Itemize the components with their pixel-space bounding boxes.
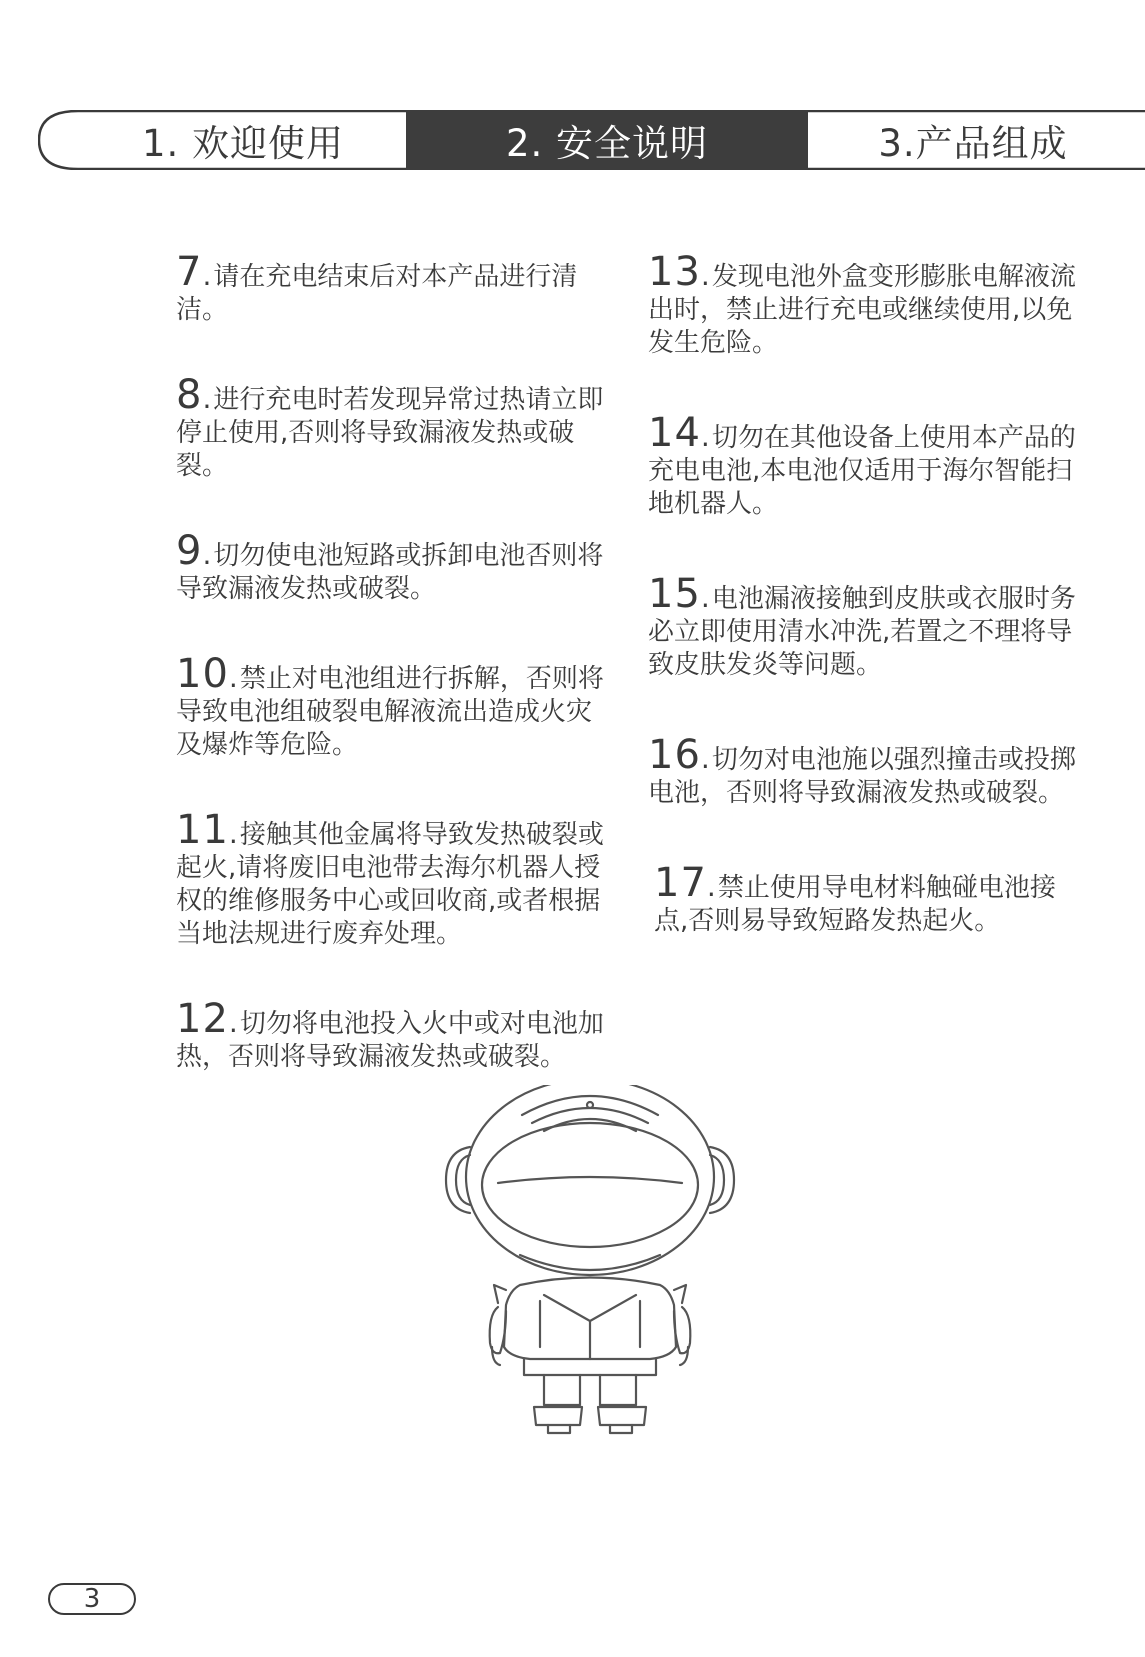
safety-item-12: 12.切勿将电池投入火中或对电池加热，否则将导致漏液发热或破裂。 xyxy=(176,996,604,1072)
safety-list-right xyxy=(648,249,1078,995)
item-text: 切勿使电池短路或拆卸电池否则将导致漏液发热或破裂。 xyxy=(176,541,604,604)
page-number-badge xyxy=(48,1583,136,1615)
tab-safety[interactable] xyxy=(406,110,808,170)
safety-list-left xyxy=(176,249,606,1126)
item-text: 电池漏液接触到皮肤或衣服时务必立即使用清水冲洗,若置之不理将导致皮肤发炎等问题。 xyxy=(648,584,1076,680)
item-number: 8 xyxy=(176,372,203,418)
safety-item-15: 15.电池漏液接触到皮肤或衣服时务必立即使用清水冲洗,若置之不理将导致皮肤发炎等问题。 xyxy=(648,571,1076,680)
safety-item-8: 8.进行充电时若发现异常过热请立即停止使用,否则将导致漏液发热或破裂。 xyxy=(176,372,604,481)
item-number: 11 xyxy=(176,807,229,853)
item-text: 发现电池外盒变形膨胀电解液流出时，禁止进行充电或继续使用,以免发生危险。 xyxy=(648,262,1076,358)
robot-left-leg xyxy=(544,1375,580,1405)
item-text: 接触其他金属将导致发热破裂或起火,请将废旧电池带去海尔机器人授权的维修服务中心或回收商,或者根据当地法规进行废弃处理。 xyxy=(176,820,604,949)
item-number: 17 xyxy=(654,860,707,906)
safety-item-7: 7.请在充电结束后对本产品进行清洁。 xyxy=(176,249,578,325)
item-text: 切勿将电池投入火中或对电池加热，否则将导致漏液发热或破裂。 xyxy=(176,1009,604,1072)
item-number: 7 xyxy=(176,249,203,295)
item-text: 切勿在其他设备上使用本产品的充电电池,本电池仅适用于海尔智能扫地机器人。 xyxy=(648,423,1076,519)
tab-welcome[interactable] xyxy=(58,110,428,170)
safety-item-11: 11.接触其他金属将导致发热破裂或起火,请将废旧电池带去海尔机器人授权的维修服务中心或回收商,或者根据当地法规进行废弃处理。 xyxy=(176,807,604,949)
tab-components[interactable] xyxy=(808,110,1138,170)
safety-item-13: 13.发现电池外盒变形膨胀电解液流出时，禁止进行充电或继续使用,以免发生危险。 xyxy=(648,249,1076,358)
robot-visor xyxy=(482,1123,698,1247)
robot-mascot-illustration xyxy=(440,1085,740,1455)
item-text: 切勿对电池施以强烈撞击或投掷电池，否则将导致漏液发热或破裂。 xyxy=(648,745,1076,808)
item-text: 禁止使用导电材料触碰电池接点,否则易导致短路发热起火。 xyxy=(654,873,1056,936)
tab-welcome-label: 1. 欢迎使用 xyxy=(141,122,345,165)
robot-right-foot xyxy=(598,1407,646,1425)
page-number: 3 xyxy=(83,1584,101,1614)
item-number: 14 xyxy=(648,410,701,456)
item-number: 13 xyxy=(648,249,701,295)
item-number: 16 xyxy=(648,732,701,778)
safety-item-16: 16.切勿对电池施以强烈撞击或投掷电池，否则将导致漏液发热或破裂。 xyxy=(648,732,1076,808)
robot-left-foot xyxy=(534,1407,582,1425)
item-text: 进行充电时若发现异常过热请立即停止使用,否则将导致漏液发热或破裂。 xyxy=(176,385,604,481)
item-number: 10 xyxy=(176,651,229,697)
tab-safety-label: 2. 安全说明 xyxy=(505,122,709,165)
safety-item-14: 14.切勿在其他设备上使用本产品的充电电池,本电池仅适用于海尔智能扫地机器人。 xyxy=(648,410,1076,519)
section-tabs xyxy=(38,110,1145,170)
safety-item-17: 17.禁止使用导电材料触碰电池接点,否则易导致短路发热起火。 xyxy=(654,860,1056,936)
safety-item-9: 9.切勿使电池短路或拆卸电池否则将导致漏液发热或破裂。 xyxy=(176,528,604,604)
item-text: 请在充电结束后对本产品进行清洁。 xyxy=(176,262,578,325)
safety-item-10: 10.禁止对电池组进行拆解，否则将导致电池组破裂电解液流出造成火灾及爆炸等危险。 xyxy=(176,651,604,760)
robot-right-leg xyxy=(600,1375,636,1405)
item-number: 15 xyxy=(648,571,701,617)
item-number: 12 xyxy=(176,996,229,1042)
item-text: 禁止对电池组进行拆解，否则将导致电池组破裂电解液流出造成火灾及爆炸等危险。 xyxy=(176,664,604,760)
tab-components-label: 3.产品组成 xyxy=(878,122,1068,165)
item-number: 9 xyxy=(176,528,203,574)
